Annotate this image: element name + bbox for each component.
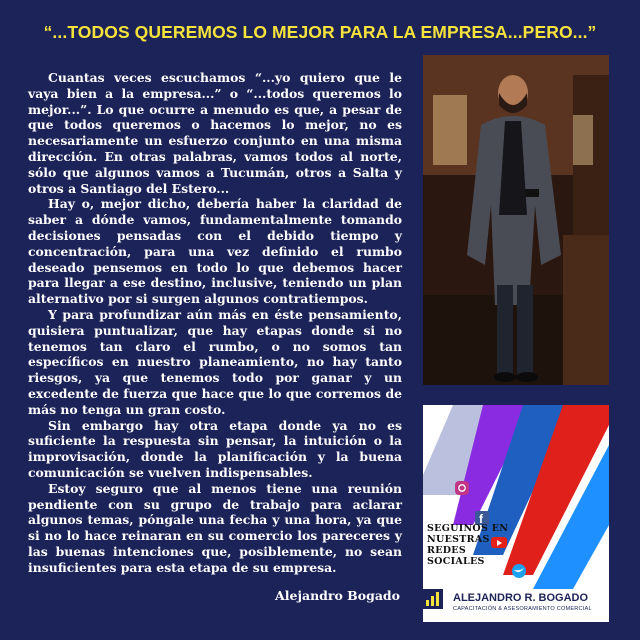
- paragraph-3: Y para profundizar aún más en éste pensamiento, quisiera puntualizar, que hay etapas donde si no tenemos tan claro el rumbo, o no somos tan específicos en nuestro planeamiento, no hay tanto riesgos, ya que tenemos todo por ganar y un excedente de fuerza que hace que lo que corremos de más no tenga un gran costo.: [28, 306, 402, 417]
- paragraph-2: Hay o, mejor dicho, debería haber la claridad de saber a dónde vamos, fundamentalmente tomando decisiones pensadas con el debido tiempo y concentración, para una vez definido el rumbo deseado pensemos en todo lo que debemos hacer para llegar a ese destino, inclusive, teniendo un plan alternativo por si surgen algunos contratiempos.: [28, 196, 402, 307]
- twitter-icon: [512, 564, 526, 578]
- paragraph-5: Estoy seguro que al menos tiene una reunión pendiente con su grupo de trabajo para aclarar algunos temas, póngale una fecha y una hora, ya que si no lo hace reinaran en su comercio los pareceres y las buenas intenciones que, posiblemente, no sean insuficientes para esta etapa de su empresa.: [28, 480, 402, 575]
- brand-bar: [423, 589, 609, 619]
- paragraph-4: Sin embargo hay otra etapa donde ya no es suficiente la respuesta sin pensar, la intuición o la improvisación, donde la planificación y la buena comunicación se vuelven indispensables.: [28, 417, 402, 480]
- brand-name: ALEJANDRO R. BOGADO: [453, 592, 589, 604]
- brand-subtitle: CAPACITACIÓN & ASESORAMIENTO COMERCIAL: [453, 606, 592, 612]
- paragraph-1: Cuantas veces escuchamos “...yo quiero que le vaya bien a la empresa...” o “...todos queremos lo mejor...”. Lo que ocurre a menudo es que, a pesar de que todos queremos o hacemos lo mejor, no es necesariamente un esfuerzo conjunto en una misma dirección. En otras palabras, vamos todos al norte, sólo que algunos vamos a Tucumán, otros a Salta y otros a Santiago del Estero...: [28, 70, 402, 196]
- svg-text:f: f: [479, 512, 483, 526]
- article-body: [28, 70, 402, 576]
- brand-logo-icon: [423, 589, 443, 609]
- social-card: [423, 405, 609, 622]
- social-label: SEGUINOS EN NUESTRAS REDES SOCIALES: [427, 523, 509, 567]
- author-photo: [423, 55, 609, 385]
- author-signature: Alejandro Bogado: [275, 588, 400, 603]
- page-title: “...TODOS QUEREMOS LO MEJOR PARA LA EMPRESA...PERO...”: [43, 22, 597, 42]
- instagram-icon: [455, 481, 469, 495]
